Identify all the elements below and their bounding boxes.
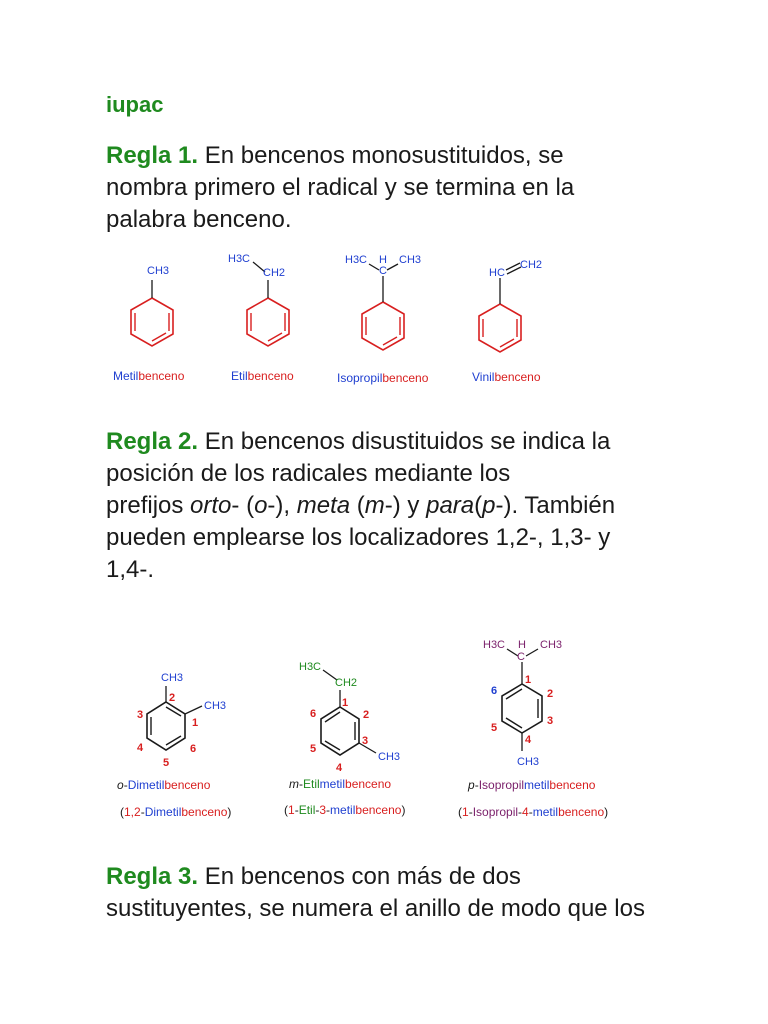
- para-num-6: 6: [491, 685, 498, 697]
- para-h-label: H: [518, 639, 526, 651]
- meta-num-1: 1: [342, 697, 349, 709]
- o-dimetilbenceno-structure: [117, 672, 231, 819]
- rule-2-text: -),: [267, 492, 297, 519]
- ortho-num-2: 2: [169, 692, 176, 704]
- para-left-label: H3C: [483, 639, 506, 651]
- vinil-hc-label: HC: [489, 267, 505, 279]
- prefix-o: o: [254, 492, 268, 519]
- prefix-m: m: [364, 492, 385, 519]
- prefix-meta: meta: [296, 492, 351, 519]
- metil-sub-label: CH3: [147, 265, 170, 277]
- ortho-num-5: 5: [163, 757, 170, 769]
- isopropil-c-label: C: [379, 265, 387, 277]
- ortho-num-4: 4: [137, 742, 144, 754]
- m-etilmetilbenceno-name: m-Etilmetilbenceno: [289, 777, 392, 791]
- rule-3-text: En bencenos con más de dos: [198, 863, 521, 890]
- para-num-3: 3: [547, 715, 554, 727]
- rule-2-text: (: [350, 492, 365, 519]
- rule-3-text: sustituyentes, se numera el anillo de modo que los: [106, 895, 645, 922]
- etilbenceno-structure: [228, 253, 294, 383]
- document-heading: iupac: [106, 92, 164, 117]
- meta-ch2-label: CH2: [335, 677, 358, 689]
- meta-num-4: 4: [336, 762, 343, 774]
- isopropil-h-label: H: [379, 254, 387, 266]
- vinilbenceno-name: Vinilbenceno: [472, 370, 541, 384]
- meta-num-3: 3: [362, 735, 369, 747]
- rule-2-text: (: [474, 492, 483, 519]
- m-etilmetilbenceno-iupac-name: (1-Etil-3-metilbenceno): [284, 803, 406, 817]
- ortho-num-6: 6: [190, 743, 197, 755]
- vinilbenceno-structure: [472, 259, 542, 384]
- para-sub-label: CH3: [517, 756, 540, 768]
- prefix-para: para: [426, 492, 475, 519]
- p-isopropilmetilbenceno-name: p-Isopropilmetilbenceno: [468, 778, 596, 792]
- metilbenceno-name: Metilbenceno: [113, 369, 185, 383]
- rule-2-text: - (: [231, 492, 255, 519]
- etil-top-label: H3C: [228, 253, 251, 265]
- rule-2-text: -). También: [495, 492, 616, 519]
- rule-2-text: posición de los radicales mediante los: [106, 460, 511, 487]
- prefix-p: p: [482, 492, 496, 519]
- meta-top-label: H3C: [299, 661, 322, 673]
- para-num-2: 2: [547, 688, 554, 700]
- rule-1-text: palabra benceno.: [106, 206, 292, 233]
- meta-num-2: 2: [363, 709, 370, 721]
- rule-1-label: Regla 1.: [106, 142, 199, 169]
- vinil-ch2-label: CH2: [520, 259, 543, 271]
- ortho-sub1-label: CH3: [161, 672, 184, 684]
- rule-2-text: 1,4-.: [106, 556, 155, 583]
- rule-1-text: nombra primero el radical y se termina en la: [106, 174, 575, 201]
- ortho-num-3: 3: [137, 709, 144, 721]
- isopropilbenceno-name: Isopropilbenceno: [337, 371, 429, 385]
- prefix-orto: orto: [190, 492, 232, 519]
- rule-2-text: pueden emplearse los localizadores 1,2-, 1,3- y: [106, 524, 611, 551]
- isopropil-left-label: H3C: [345, 254, 368, 266]
- para-right-label: CH3: [540, 639, 563, 651]
- rule-3-label: Regla 3.: [106, 863, 199, 890]
- o-dimetilbenceno-name: o-Dimetilbenceno: [117, 778, 211, 792]
- m-etilmetilbenceno-structure: [284, 661, 405, 817]
- para-c-label: C: [517, 651, 525, 663]
- p-isopropilmetilbenceno-structure: [458, 639, 608, 819]
- rule-2-text: prefijos: [106, 492, 191, 519]
- p-isopropilmetilbenceno-iupac-name: (1-Isopropil-4-metilbenceno): [458, 805, 609, 819]
- metilbenceno-structure: [113, 265, 185, 383]
- isopropilbenceno-structure: [337, 254, 429, 385]
- para-num-4: 4: [525, 734, 532, 746]
- isopropil-right-label: CH3: [399, 254, 422, 266]
- rule-2-label: Regla 2.: [106, 428, 199, 455]
- etilbenceno-name: Etilbenceno: [231, 369, 294, 383]
- rule-2-text: -) y: [384, 492, 427, 519]
- ortho-sub2-label: CH3: [204, 700, 227, 712]
- para-num-1: 1: [525, 674, 532, 686]
- o-dimetilbenceno-iupac-name: (1,2-Dimetilbenceno): [120, 805, 232, 819]
- etil-mid-label: CH2: [263, 267, 286, 279]
- rule-1-text: En bencenos monosustituidos, se: [198, 142, 564, 169]
- meta-num-6: 6: [310, 708, 317, 720]
- meta-sub-label: CH3: [378, 751, 401, 763]
- meta-num-5: 5: [310, 743, 317, 755]
- ortho-num-1: 1: [192, 717, 199, 729]
- rule-2-text: En bencenos disustituidos se indica la: [198, 428, 611, 455]
- para-num-5: 5: [491, 722, 498, 734]
